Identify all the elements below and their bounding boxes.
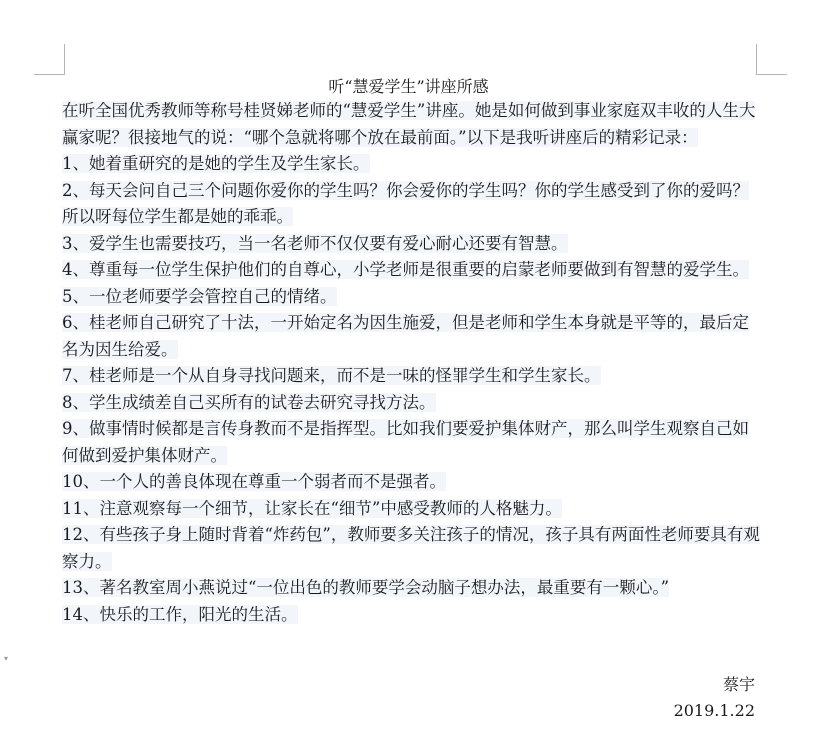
list-item: 8、学生成绩差自己买所有的试卷去研究寻找方法。 (62, 392, 436, 412)
scroll-marker-icon: ▾ (4, 654, 9, 663)
list-item: 2、每天会问自己三个问题你爱你的学生吗？你会爱你的学生吗？你的学生感受到了你的爱吗？所以呀每位学生都是她的乖乖。 (62, 180, 749, 226)
list-item: 6、桂老师自己研究了十法，一开始定名为因生施爱，但是老师和学生本身就是平等的，最后定名为因生给爱。 (62, 313, 749, 359)
intro-paragraph: 在听全国优秀教师等称号桂贤娣老师的“慧爱学生”讲座。她是如何做到事业家庭双丰收的人生大赢家呢？很接地气的说：“哪个急就将哪个放在最前面。”以下是我听讲座后的精彩记录： (62, 101, 756, 147)
document-title: 听“慧爱学生”讲座所感 (328, 77, 489, 96)
page-margin-mark-top-left (34, 44, 65, 75)
list-item: 4、尊重每一位学生保护他们的自尊心，小学老师是很重要的启蒙老师要做到有智慧的爱学生。 (62, 260, 749, 279)
document-body (62, 98, 762, 628)
list-item: 5、一位老师要学会管控自己的情绪。 (62, 286, 337, 306)
list-item: 14、快乐的工作，阳光的生活。 (62, 604, 298, 624)
author-signature: 蔡宇 (722, 675, 755, 694)
page-margin-mark-top-right (756, 44, 787, 75)
list-item: 3、爱学生也需要技巧，当一名老师不仅仅要有爱心耐心还要有智慧。 (62, 233, 568, 253)
list-item: 1、她着重研究的是她的学生及学生家长。 (62, 154, 370, 173)
list-item: 12、有些孩子身上随时背着“炸药包”，教师要多关注孩子的情况，孩子具有两面性老师要具有观察力。 (62, 525, 760, 571)
list-item: 13、著名教室周小燕说过“一位出色的教师要学会动脑子想办法，最重要有一颗心。” (62, 578, 670, 597)
list-item: 10、一个人的善良体现在尊重一个弱者而不是强者。 (62, 472, 446, 491)
document-date: 2019.1.22 (673, 701, 755, 720)
list-item: 9、做事情时候都是言传身教而不是指挥型。比如我们要爱护集体财产，那么叫学生观察自己如何做到爱护集体财产。 (62, 419, 749, 465)
list-item: 7、桂老师是一个从自身寻找问题来，而不是一味的怪罪学生和学生家长。 (62, 366, 601, 385)
list-item: 11、注意观察每一个细节，让家长在“细节”中感受教师的人格魅力。 (62, 498, 562, 518)
